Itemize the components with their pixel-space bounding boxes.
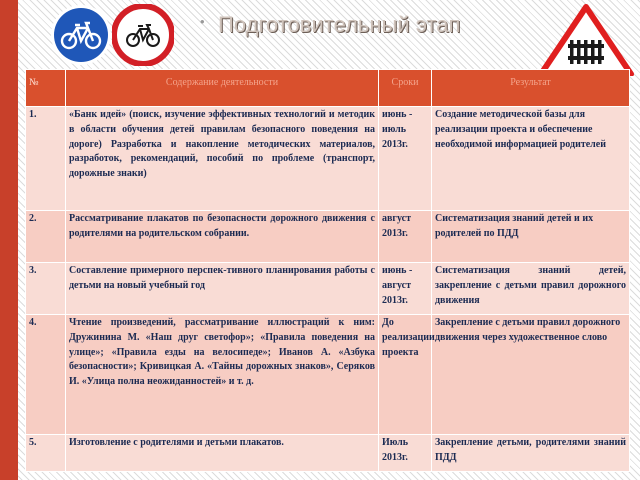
table-row xyxy=(26,315,630,435)
table-row xyxy=(26,211,630,263)
row-number: 4. xyxy=(26,315,66,435)
row-number: 3. xyxy=(26,263,66,315)
row-number: 1. xyxy=(26,107,66,211)
row-term: Июль 2013г. xyxy=(379,435,432,472)
column-header-content: Содержание деятельности xyxy=(66,70,379,107)
row-term: июнь - июль 2013г. xyxy=(379,107,432,211)
row-content: Изготовление с родителями и детьми плакатов. xyxy=(66,435,379,472)
table-row xyxy=(26,107,630,211)
title-bullet: • xyxy=(200,14,205,29)
row-result: Закрепление детьми, родителями знаний ПДД xyxy=(432,435,630,472)
table-row xyxy=(26,435,630,472)
left-accent-bar xyxy=(0,0,18,480)
row-term: август 2013г. xyxy=(379,211,432,263)
plan-table xyxy=(25,69,630,472)
no-bicycles-sign-icon xyxy=(112,4,174,66)
column-header-result: Результат xyxy=(432,70,630,107)
table-header-row xyxy=(26,70,630,107)
bicycle-lane-sign-icon xyxy=(50,4,112,66)
page-title: Подготовительный этап xyxy=(218,12,461,37)
row-number: 5. xyxy=(26,435,66,472)
row-number: 2. xyxy=(26,211,66,263)
column-header-number: № xyxy=(26,70,66,107)
railway-crossing-sign-icon xyxy=(538,4,634,76)
row-content: Чтение произведений, рассматривание иллюстраций к ним: Дружинина М. «Наш друг светофор»; «Правила поведения на улице»; «Правила езды на велосипеде»; Иванов А. «Азбука безопасности»; Кривицкая А. «Тайны дорожных знаков», Серяков И. «Улица полна неожиданностей» и т. д. xyxy=(66,315,379,435)
row-result: Систематизация знаний детей и их родителей по ПДД xyxy=(432,211,630,263)
row-term: июнь - август 2013г. xyxy=(379,263,432,315)
column-header-term: Сроки xyxy=(379,70,432,107)
row-term: До реализации проекта xyxy=(379,315,432,435)
table-row xyxy=(26,263,630,315)
row-content: Рассматривание плакатов по безопасности дорожного движения с родителями на родительском собрании. xyxy=(66,211,379,263)
row-content: «Банк идей» (поиск, изучение эффективных технологий и методик в области обучения детей правилам безопасного поведения на дороге) Разработка и накопление методических материалов, разработок, рекомендаций, пособий по проблеме (транспорт, дорожные знаки) xyxy=(66,107,379,211)
row-result: Создание методической базы для реализации проекта и обеспечение необходимой информацией родителей xyxy=(432,107,630,211)
row-result: Закрепление с детьми правил дорожного движения через художественное слово xyxy=(432,315,630,435)
row-content: Составление примерного перспек-тивного планирования работы с детьми на новый учебный год xyxy=(66,263,379,315)
row-result: Систематизация знаний детей, закрепление с детьми правил дорожного движения xyxy=(432,263,630,315)
